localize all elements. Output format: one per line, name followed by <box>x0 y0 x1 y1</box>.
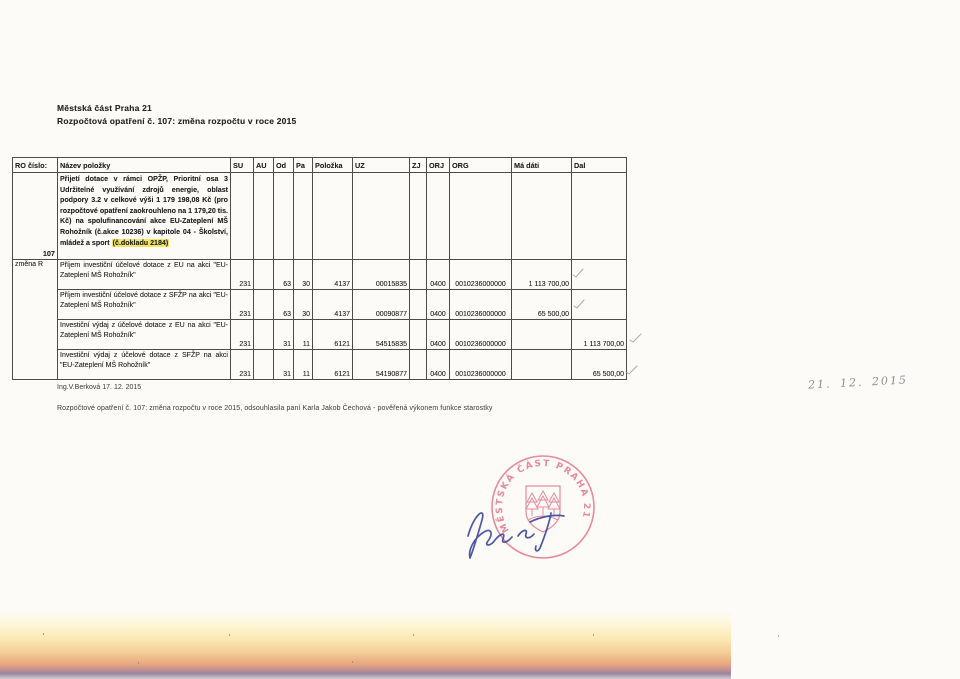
row-au <box>254 320 274 350</box>
column-header-dal: Dal <box>572 158 627 173</box>
row-orj: 0400 <box>427 290 450 320</box>
measure-description <box>58 173 231 260</box>
row-od: 31 <box>274 320 294 350</box>
round-stamp-icon <box>492 456 594 558</box>
row-polozka: 6121 <box>313 320 353 350</box>
document-title-org: Městská část Praha 21 <box>57 103 152 113</box>
scan-noise-specks <box>43 633 44 635</box>
official-stamp-and-signature <box>430 440 610 580</box>
table-row <box>13 320 627 350</box>
row-su: 231 <box>231 290 254 320</box>
row-dal <box>572 290 627 320</box>
row-zj <box>410 260 427 290</box>
row-su: 231 <box>231 350 254 380</box>
row-pa: 11 <box>294 320 313 350</box>
row-au <box>254 350 274 380</box>
approval-line: Rozpočtové opatření č. 107: změna rozpočtu v roce 2015, odsouhlasila paní Karla Jakob Čechová - pověřená výkonem funkce starostky <box>57 405 493 412</box>
column-header-org: ORG <box>450 158 512 173</box>
row-polozka: 4137 <box>313 260 353 290</box>
table-row <box>13 260 627 290</box>
column-header-zj: ZJ <box>410 158 427 173</box>
row-dal <box>572 260 627 290</box>
row-orj: 0400 <box>427 320 450 350</box>
row-polozka: 6121 <box>313 350 353 380</box>
row-orj: 0400 <box>427 350 450 380</box>
table-header-row <box>13 158 627 173</box>
row-pa: 30 <box>294 290 313 320</box>
row-madati <box>512 320 572 350</box>
budget-table <box>12 157 627 380</box>
stamp-text: MĚSTSKÁ ČÁST PRAHA 21 <box>494 458 592 535</box>
row-zj <box>410 350 427 380</box>
row-au <box>254 290 274 320</box>
measure-number: 107 <box>13 173 58 260</box>
row-pa: 11 <box>294 350 313 380</box>
row-name: Příjem investiční účelové dotace z SFŽP na akci "EU-Zateplení MŠ Rohožník" <box>58 290 231 320</box>
row-name: Investiční výdaj z účelové dotace z SFŽP na akci "EU-Zateplení MŠ Rohožník" <box>58 350 231 380</box>
row-od: 31 <box>274 350 294 380</box>
row-org: 0010236000000 <box>450 320 512 350</box>
tree-icon <box>526 491 560 516</box>
column-header-ro: RO číslo: <box>13 158 58 173</box>
row-madati: 1 113 700,00 <box>512 260 572 290</box>
prepared-by-line: Ing.V.Berková 17. 12. 2015 <box>57 384 142 391</box>
row-polozka: 4137 <box>313 290 353 320</box>
row-madati <box>512 350 572 380</box>
row-uz: 00015835 <box>353 260 410 290</box>
column-header-su: SU <box>231 158 254 173</box>
row-dal: 65 500,00 <box>572 350 627 380</box>
row-madati: 65 500,00 <box>512 290 572 320</box>
column-header-orj: ORJ <box>427 158 450 173</box>
row-au <box>254 260 274 290</box>
row-od: 63 <box>274 260 294 290</box>
column-header-au: AU <box>254 158 274 173</box>
row-org: 0010236000000 <box>450 350 512 380</box>
row-zj <box>410 290 427 320</box>
check-tick-icon <box>626 366 637 374</box>
handwritten-date: 21. 12. 2015 <box>807 373 909 392</box>
row-name: Investiční výdaj z účelové dotace z EU na akci "EU-Zateplení MŠ Rohožník" <box>58 320 231 350</box>
row-zj <box>410 320 427 350</box>
document-title-measure: Rozpočtová opatření č. 107: změna rozpočtu v roce 2015 <box>57 116 297 126</box>
row-pa: 30 <box>294 260 313 290</box>
row-orj: 0400 <box>427 260 450 290</box>
row-uz: 54190877 <box>353 350 410 380</box>
scan-gradient-artifact <box>0 610 731 679</box>
signature-icon <box>468 513 564 558</box>
row-su: 231 <box>231 320 254 350</box>
document-header <box>57 102 296 128</box>
row-dal: 1 113 700,00 <box>572 320 627 350</box>
row-uz: 54515835 <box>353 320 410 350</box>
check-tick-icon <box>630 334 641 342</box>
row-org: 0010236000000 <box>450 260 512 290</box>
row-od: 63 <box>274 290 294 320</box>
row-su: 231 <box>231 260 254 290</box>
measure-description-row <box>13 173 627 260</box>
change-type-label: změna R <box>13 260 58 380</box>
column-header-polozka: Položka <box>313 158 353 173</box>
row-name: Příjem investiční účelové dotace z EU na akci "EU-Zateplení MŠ Rohožník" <box>58 260 231 290</box>
row-org: 0010236000000 <box>450 290 512 320</box>
row-uz: 00090877 <box>353 290 410 320</box>
measure-description-text: Přijetí dotace v rámci OPŽP, Prioritní osa 3 Udržitelné využívání zdrojů energie, oblast podpory 3.2 v celkové výši 1 179 198,08 Kč (pro rozpočtové opatření zaokrouhleno na 1 179,20 tis. Kč) na spolufinancování akce EU-Zateplení MŠ Rohožník (č.akce 10236) v kapitole 04 - Školství, mládež a sport <box>60 175 228 247</box>
measure-description-highlight: (č.dokladu 2184) <box>112 238 169 247</box>
column-header-name: Název položky <box>58 158 231 173</box>
table-row <box>13 350 627 380</box>
column-header-od: Od <box>274 158 294 173</box>
table-row <box>13 290 627 320</box>
column-header-pa: Pa <box>294 158 313 173</box>
column-header-madati: Má dáti <box>512 158 572 173</box>
column-header-uz: UZ <box>353 158 410 173</box>
